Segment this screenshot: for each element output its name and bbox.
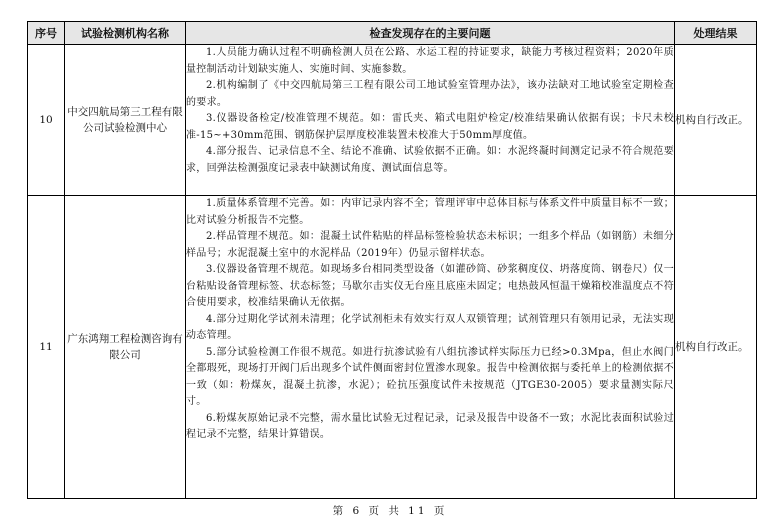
header-main-issues: 检查发现存在的主要问题 [186, 22, 675, 45]
row-serial-no: 11 [28, 196, 65, 499]
issue-item: 6.粉煤灰原始记录不完整，需水量比试验无过程记录，记录及报告中设备不一致；水泥比表面积试验过程记录不完整，结果计算错误。 [186, 412, 674, 440]
issue-item: 4.部分报告、记录信息不全、结论不准确、试验依据不正确。如：水泥终凝时间测定记录不符合规范要求，回弹法检测强度记录表中缺测试角度、测试面信息等。 [186, 146, 674, 174]
inspection-table [27, 21, 757, 499]
header-result: 处理结果 [675, 22, 757, 45]
row-org-name: 中交四航局第三工程有限公司试验检测中心 [65, 45, 186, 196]
row-result: 机构自行改正。 [675, 196, 757, 499]
issue-item: 5.部分试验检测工作很不规范。如进行抗渗试验有八组抗渗试样实际压力已经>0.3Mpa，但止水阀门全都瑕死，现场打开阀门后出现多个试件侧面密封位置渗水现象。报告中检测依据与委托单上的检测依据不一致（如：粉煤灰，混凝土抗渗，水泥）；砼抗压强度试件未按规范（JTGE30-2005）要求量测实际尺寸。 [186, 346, 674, 407]
table-header-row [28, 22, 757, 45]
row-org-name: 广东鸿翔工程检测咨询有限公司 [65, 196, 186, 499]
issue-item: 3.仪器设备管理不规范。如现场多台相同类型设备（如灌砂筒、砂浆稠度仪、坍落度筒、钢卷尺）仅一台粘贴设备管理标签、状态标签；马歇尔击实仪无台座且底座未固定；电热鼓风恒温干燥箱校准温度点不符合使用要求，校准结果确认无依据。 [186, 264, 674, 308]
issue-item: 4.部分过期化学试剂未清理；化学试剂柜未有效实行双人双锁管理；试剂管理只有领用记录，无法实现动态管理。 [186, 313, 674, 341]
table-row [28, 196, 757, 499]
issue-item: 1.质量体系管理不完善。如：内审记录内容不全；管理评审中总体目标与体系文件中质量目标不一致；比对试验分析报告不完整。 [186, 198, 674, 226]
issue-item: 1.人员能力确认过程不明确检测人员在公路、水运工程的持证要求，缺能力考核过程资料；2020年质量控制活动计划缺实施人、实施时间、实施参数。 [186, 47, 674, 75]
row-issues [186, 196, 675, 499]
header-serial-no: 序号 [28, 22, 65, 45]
issue-item: 3.仪器设备检定/校准管理不规范。如：雷氏夹、箱式电阻炉检定/校准结果确认依据有误；卡尺未校准-15~+30mm范围、钢筋保护层厚度校准装置未校准大于50mm厚度值。 [186, 113, 674, 141]
issue-item: 2.机构编制了《中交四航局第三工程有限公司工地试验室管理办法》，该办法缺对工地试验室定期检查的要求。 [186, 80, 674, 108]
table-row [28, 45, 757, 196]
page-number-footer: 第 6 页 共 11 页 [332, 505, 448, 517]
header-org-name: 试验检测机构名称 [65, 22, 186, 45]
row-serial-no: 10 [28, 45, 65, 196]
row-result: 机构自行改正。 [675, 45, 757, 196]
issue-item: 2.样品管理不规范。如：混凝土试件粘贴的样品标签检验状态未标识；一组多个样品（如钢筋）未细分样品号；水泥混凝土室中的水泥样品（2019年）仍显示留样状态。 [186, 231, 674, 259]
row-issues [186, 45, 675, 196]
